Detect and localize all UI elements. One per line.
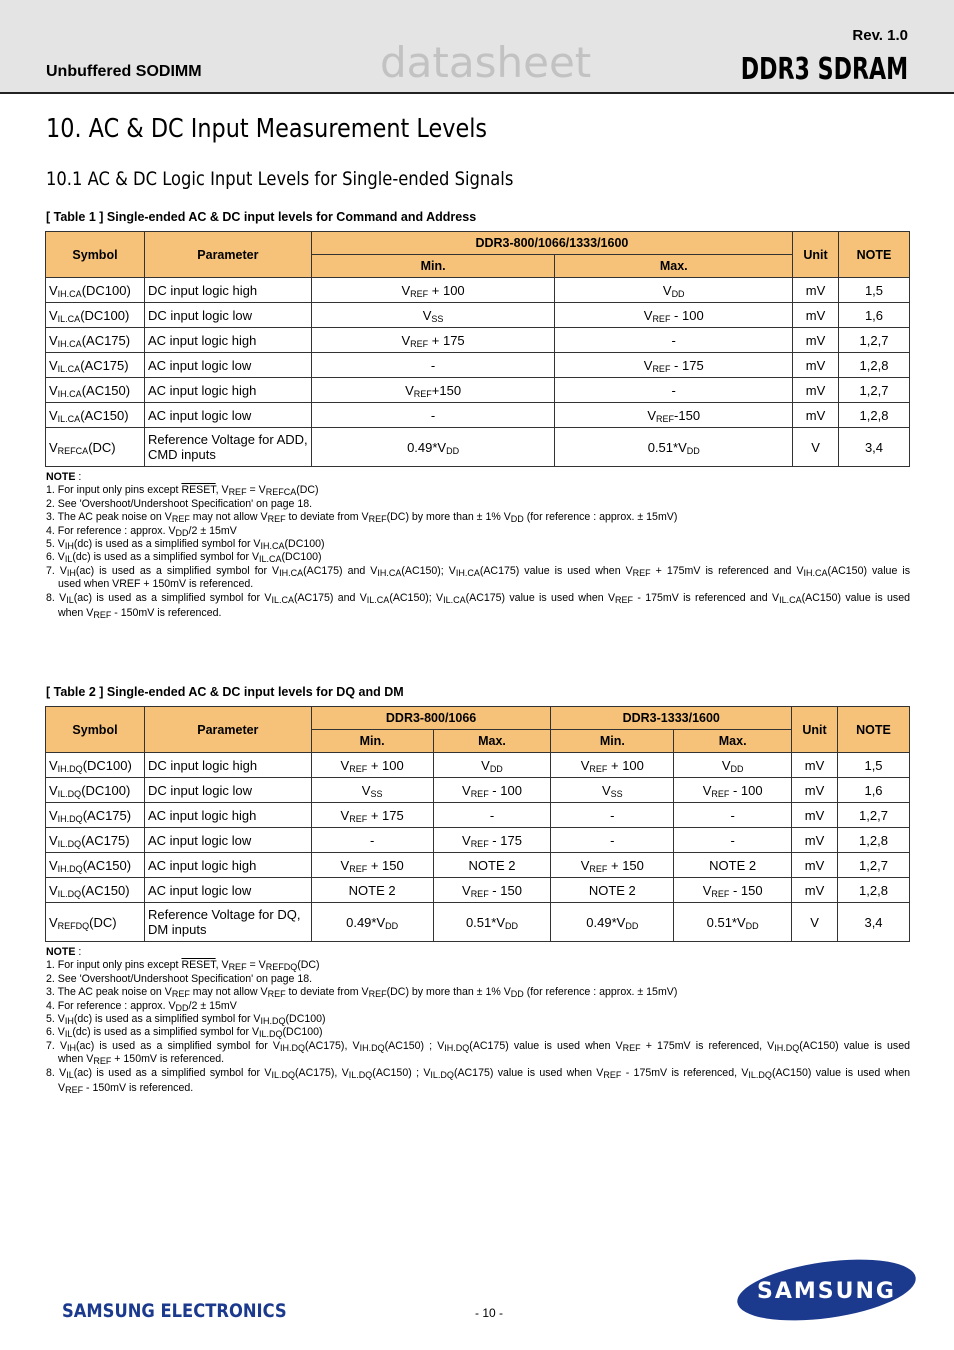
cell-unit: mV — [792, 878, 838, 903]
note-6: 6. $V_{IL}(dc)$ is used as a simplified symbol for $V_{IL.DQ}(DC100)$ — [46, 1026, 323, 1040]
cell-symbol: $V_{IH.DQ}(AC150)$ — [46, 853, 145, 878]
product-name: DDR3 SDRAM — [740, 52, 908, 87]
cell-min: NOTE 2 — [311, 878, 433, 903]
cell-max: NOTE 2 — [433, 853, 551, 878]
table-row — [46, 778, 910, 803]
cell-min: $V_{REF} + 100$ — [551, 753, 674, 778]
page-header — [0, 0, 954, 94]
cell-parameter: DC input logic high — [144, 278, 311, 303]
cell-parameter: AC input logic high — [144, 378, 311, 403]
notes1: NOTE : 1. For input only pins except RESET, $V_{REF} = V_{REFCA}(DC)$ 2. See 'Overshoot/Undershoot Specification' on page 18. 3. The AC peak noise on $V_{REF}$ may not allow $V_{REF}$ to deviate from $V_{REF}(DC)$ by more than ± 1% $V_{DD}$ (for reference : approx. ± 15mV) 4. For reference : approx. $V_{DD}/2 \pm 15mV$ 5. $V_{IH}(dc)$ is used as a simplified symbol for $V_{IH.CA}(DC100)$ 6. $V_{IL}(dc)$ is used as a simplified symbol for $V_{IL.CA}(DC100)$ 7. $V_{IH}(ac)$ is used as a simplified symbol for $V_{IH.CA}(AC175)$ and $V_{IH.CA}(AC150)$; $V_{IH.CA}(AC175)$ value is used when $V_{REF} + 175mV$ is referenced and $V_{IH.CA}(AC150)$ value is used when VREF + 150mV is referenced. 8. $V_{IL}(ac)$ is used as a simplified symbol for $V_{IL.CA}(AC175)$ and $V_{IL.CA}(AC150)$; $V_{IL.CA}(AC175)$ value is used when $V_{REF} - 175mV$ is referenced and $V_{IL.CA}(AC150)$ value is used when $V_{REF} - 150mV$ is referenced. — [46, 471, 910, 621]
cell-min: $V_{SS}$ — [311, 778, 433, 803]
table-row — [46, 378, 910, 403]
th-group-1: DDR3-800/1066 — [311, 707, 551, 730]
cell-parameter: AC input logic low — [144, 353, 311, 378]
cell-symbol: $V_{IL.CA}(DC100)$ — [46, 303, 145, 328]
cell-min: $V_{REF} + 150$ — [551, 853, 674, 878]
note-4: 4. For reference : approx. $V_{DD}/2 \pm 15mV$ — [46, 999, 237, 1013]
th-max: Max. — [674, 730, 792, 753]
cell-note: 1,2,8 — [838, 878, 910, 903]
cell-max: $0.51*V_{DD}$ — [555, 428, 793, 467]
cell-parameter: AC input logic high — [144, 328, 311, 353]
cell-symbol: $V_{IL.DQ}(AC175)$ — [46, 828, 145, 853]
note-2: 2. See 'Overshoot/Undershoot Specification' on page 18. — [46, 497, 313, 510]
cell-min: - — [311, 353, 555, 378]
cell-min: $V_{REF} + 175$ — [311, 803, 433, 828]
cell-max: $0.51*V_{DD}$ — [674, 903, 792, 942]
logo-text: SAMSUNG — [757, 1279, 896, 1304]
cell-max: $V_{REF} - 175$ — [433, 828, 551, 853]
th-min: Min. — [551, 730, 674, 753]
table2-caption: [ Table 2 ] Single-ended AC & DC input levels for DQ and DM — [46, 685, 404, 699]
cell-note: 1,2,8 — [839, 403, 910, 428]
cell-max: $V_{REF} - 150$ — [433, 878, 551, 903]
note-8: 8. $V_{IL}(ac)$ is used as a simplified symbol for $V_{IL.DQ}(AC175)$, $V_{IL.DQ}(AC150)$ ; $V_{IL.DQ}(AC175)$ value is used when $V_{REF} - 175mV$ is referenced, $V_{IL.DQ}(AC150)$ value is used when — [46, 1066, 910, 1080]
note-7: 7. $V_{IH}(ac)$ is used as a simplified symbol for $V_{IH.CA}(AC175)$ and $V_{IH.CA}(AC150)$; $V_{IH.CA}(AC175)$ value is used when $V_{REF} + 175mV$ is referenced and $V_{IH.CA}(AC150)$ value is — [46, 564, 910, 578]
th-parameter: Parameter — [144, 707, 311, 753]
cell-unit: mV — [793, 278, 839, 303]
note-3: 3. The AC peak noise on $V_{REF}$ may not allow $V_{REF}$ to deviate from $V_{REF}(DC)$ by more than ± 1% $V_{DD}$ (for reference : approx. ± 15mV) — [46, 511, 678, 525]
cell-parameter: AC input logic high — [144, 853, 311, 878]
cell-note: 1,6 — [839, 303, 910, 328]
cell-max: - — [674, 803, 792, 828]
table-row — [46, 328, 910, 353]
module-type: Unbuffered SODIMM — [46, 63, 202, 80]
th-min: Min. — [311, 730, 433, 753]
cell-parameter: DC input logic high — [144, 753, 311, 778]
cell-max: $V_{REF} - 150$ — [674, 878, 792, 903]
cell-note: 1,2,7 — [839, 378, 910, 403]
cell-max: - — [674, 828, 792, 853]
cell-symbol: $V_{IH.CA}(AC150)$ — [46, 378, 145, 403]
cell-symbol: $V_{IH.CA}(DC100)$ — [46, 278, 145, 303]
section-title: 10. AC & DC Input Measurement Levels — [46, 114, 488, 144]
th-unit: Unit — [792, 707, 838, 753]
cell-unit: mV — [792, 853, 838, 878]
cell-parameter: DC input logic low — [144, 303, 311, 328]
samsung-logo — [735, 1258, 918, 1322]
cell-max: $V_{REF} - 175$ — [555, 353, 793, 378]
cell-note: 1,2,8 — [839, 353, 910, 378]
table2 — [45, 706, 910, 942]
cell-max: - — [555, 378, 793, 403]
cell-parameter: DC input logic low — [144, 778, 311, 803]
cell-note: 1,2,7 — [838, 853, 910, 878]
note-3: 3. The AC peak noise on $V_{REF}$ may not allow $V_{REF}$ to deviate from $V_{REF}(DC)$ by more than ± 1% $V_{DD}$ (for reference : approx. ± 15mV) — [46, 986, 678, 1000]
table-row — [46, 828, 910, 853]
cell-max: $V_{REF} - 100$ — [433, 778, 551, 803]
cell-note: 1,5 — [838, 753, 910, 778]
cell-unit: mV — [793, 328, 839, 353]
cell-symbol: $V_{REFDQ}(DC)$ — [46, 903, 145, 942]
revision: Rev. 1.0 — [852, 27, 908, 44]
cell-min: - — [551, 828, 674, 853]
cell-symbol: $V_{IL.DQ}(DC100)$ — [46, 778, 145, 803]
note-7-cont: when $V_{REF} + 150mV$ is referenced. — [58, 1053, 225, 1067]
cell-max: $V_{REF}-150$ — [555, 403, 793, 428]
th-note: NOTE — [838, 707, 910, 753]
note-7: 7. $V_{IH}(ac)$ is used as a simplified symbol for $V_{IH.DQ}(AC175)$, $V_{IH.DQ}(AC150)$ ; $V_{IH.DQ}(AC175)$ value is used when $V_{REF} + 175mV$ is referenced, $V_{IH.DQ}(AC150)$ value is used — [46, 1039, 910, 1053]
cell-min: $V_{REF} + 150$ — [311, 853, 433, 878]
th-symbol: Symbol — [46, 707, 145, 753]
cell-parameter: Reference Voltage for ADD, CMD inputs — [144, 428, 311, 467]
cell-parameter: AC input logic low — [144, 878, 311, 903]
cell-parameter: AC input logic high — [144, 803, 311, 828]
cell-unit: mV — [792, 778, 838, 803]
cell-max: NOTE 2 — [674, 853, 792, 878]
cell-parameter: AC input logic low — [144, 403, 311, 428]
cell-parameter: Reference Voltage for DQ, DM inputs — [144, 903, 311, 942]
notes2: NOTE : 1. For input only pins except RESET, $V_{REF} = V_{REFDQ}(DC)$ 2. See 'Overshoot/Undershoot Specification' on page 18. 3. The AC peak noise on $V_{REF}$ may not allow $V_{REF}$ to deviate from $V_{REF}(DC)$ by more than ± 1% $V_{DD}$ (for reference : approx. ± 15mV) 4. For reference : approx. $V_{DD}/2 \pm 15mV$ 5. $V_{IH}(dc)$ is used as a simplified symbol for $V_{IH.DQ}(DC100)$ 6. $V_{IL}(dc)$ is used as a simplified symbol for $V_{IL.DQ}(DC100)$ 7. $V_{IH}(ac)$ is used as a simplified symbol for $V_{IH.DQ}(AC175)$, $V_{IH.DQ}(AC150)$ ; $V_{IH.DQ}(AC175)$ value is used when $V_{REF} + 175mV$ is referenced, $V_{IH.DQ}(AC150)$ value is used when $V_{REF} + 150mV$ is referenced. 8. $V_{IL}(ac)$ is used as a simplified symbol for $V_{IL.DQ}(AC175)$, $V_{IL.DQ}(AC150)$ ; $V_{IL.DQ}(AC175)$ value is used when $V_{REF} - 175mV$ is referenced, $V_{IL.DQ}(AC150)$ value is used when $V_{REF} - 150mV$ is referenced. — [46, 946, 910, 1096]
th-group: DDR3-800/1066/1333/1600 — [311, 232, 792, 255]
th-max: Max. — [433, 730, 551, 753]
th-symbol: Symbol — [46, 232, 145, 278]
cell-symbol: $V_{IL.CA}(AC175)$ — [46, 353, 145, 378]
table-row — [46, 303, 910, 328]
cell-max: $V_{DD}$ — [433, 753, 551, 778]
th-max: Max. — [555, 255, 793, 278]
cell-symbol: $V_{IH.DQ}(AC175)$ — [46, 803, 145, 828]
cell-min: - — [551, 803, 674, 828]
th-note: NOTE — [839, 232, 910, 278]
cell-note: 1,2,7 — [839, 328, 910, 353]
cell-symbol: $V_{IL.CA}(AC150)$ — [46, 403, 145, 428]
subsection-title: 10.1 AC & DC Logic Input Levels for Single-ended Signals — [46, 168, 514, 190]
cell-note: 3,4 — [839, 428, 910, 467]
cell-parameter: AC input logic low — [144, 828, 311, 853]
table-row — [46, 278, 910, 303]
table1 — [45, 231, 910, 467]
note-8-cont: when $V_{REF} - 150mV$ is referenced. — [58, 607, 222, 621]
cell-min: $V_{REF} + 175$ — [311, 328, 555, 353]
note-6: 6. $V_{IL}(dc)$ is used as a simplified symbol for $V_{IL.CA}(DC100)$ — [46, 551, 322, 565]
cell-min: $0.49*V_{DD}$ — [311, 903, 433, 942]
note-8-cont: $V_{REF} - 150mV$ is referenced. — [58, 1082, 194, 1096]
note-7-cont: used when VREF + 150mV is referenced. — [58, 578, 254, 591]
cell-min: - — [311, 828, 433, 853]
footer-brand: SAMSUNG ELECTRONICS — [62, 1300, 287, 1322]
cell-symbol: $V_{REFCA}(DC)$ — [46, 428, 145, 467]
th-unit: Unit — [793, 232, 839, 278]
page-number: - 10 - — [475, 1306, 504, 1320]
cell-min: $V_{REF} + 100$ — [311, 753, 433, 778]
cell-max: $0.51*V_{DD}$ — [433, 903, 551, 942]
note-5: 5. $V_{IH}(dc)$ is used as a simplified symbol for $V_{IH.DQ}(DC100)$ — [46, 1013, 326, 1027]
cell-min: $V_{REF}+150$ — [311, 378, 555, 403]
cell-max: - — [433, 803, 551, 828]
table-row — [46, 803, 910, 828]
cell-max: $V_{DD}$ — [555, 278, 793, 303]
cell-min: $V_{SS}$ — [551, 778, 674, 803]
cell-unit: mV — [792, 828, 838, 853]
table-row — [46, 403, 910, 428]
cell-note: 1,2,8 — [838, 828, 910, 853]
cell-symbol: $V_{IL.DQ}(AC150)$ — [46, 878, 145, 903]
cell-min: $0.49*V_{DD}$ — [311, 428, 555, 467]
th-parameter: Parameter — [144, 232, 311, 278]
th-group-2: DDR3-1333/1600 — [551, 707, 792, 730]
cell-symbol: $V_{IH.CA}(AC175)$ — [46, 328, 145, 353]
cell-unit: mV — [793, 353, 839, 378]
cell-max: - — [555, 328, 793, 353]
table-row — [46, 753, 910, 778]
note-title: NOTE — [46, 946, 76, 958]
cell-min: $0.49*V_{DD}$ — [551, 903, 674, 942]
cell-max: $V_{REF} - 100$ — [555, 303, 793, 328]
cell-unit: V — [792, 903, 838, 942]
note-1: 1. For input only pins except RESET, $V_{REF} = V_{REFCA}(DC)$ — [46, 484, 319, 498]
note-2: 2. See 'Overshoot/Undershoot Specification' on page 18. — [46, 972, 313, 985]
cell-unit: mV — [792, 753, 838, 778]
cell-max: $V_{DD}$ — [674, 753, 792, 778]
cell-max: $V_{REF} - 100$ — [674, 778, 792, 803]
cell-unit: mV — [792, 803, 838, 828]
cell-unit: mV — [793, 303, 839, 328]
cell-unit: V — [793, 428, 839, 467]
table-row — [46, 428, 910, 467]
cell-note: 1,5 — [839, 278, 910, 303]
table-row — [46, 353, 910, 378]
cell-symbol: $V_{IH.DQ}(DC100)$ — [46, 753, 145, 778]
cell-note: 1,2,7 — [838, 803, 910, 828]
cell-note: 3,4 — [838, 903, 910, 942]
note-4: 4. For reference : approx. $V_{DD}/2 \pm 15mV$ — [46, 524, 237, 538]
table-row — [46, 853, 910, 878]
th-min: Min. — [311, 255, 555, 278]
cell-unit: mV — [793, 403, 839, 428]
note-5: 5. $V_{IH}(dc)$ is used as a simplified symbol for $V_{IH.CA}(DC100)$ — [46, 538, 325, 552]
table-row — [46, 903, 910, 942]
table1-caption: [ Table 1 ] Single-ended AC & DC input levels for Command and Address — [46, 210, 477, 224]
cell-note: 1,6 — [838, 778, 910, 803]
note-1: 1. For input only pins except RESET, $V_{REF} = V_{REFDQ}(DC)$ — [46, 959, 320, 973]
note-8: 8. $V_{IL}(ac)$ is used as a simplified symbol for $V_{IL.CA}(AC175)$ and $V_{IL.CA}(AC150)$; $V_{IL.CA}(AC175)$ value is used when $V_{REF} - 175mV$ is referenced and $V_{IL.CA}(AC150)$ value is used — [46, 591, 910, 605]
cell-min: NOTE 2 — [551, 878, 674, 903]
cell-min: $V_{SS}$ — [311, 303, 555, 328]
cell-unit: mV — [793, 378, 839, 403]
watermark: datasheet — [380, 38, 592, 87]
cell-min: - — [311, 403, 555, 428]
table-row — [46, 878, 910, 903]
cell-min: $V_{REF} + 100$ — [311, 278, 555, 303]
note-title: NOTE — [46, 471, 76, 483]
